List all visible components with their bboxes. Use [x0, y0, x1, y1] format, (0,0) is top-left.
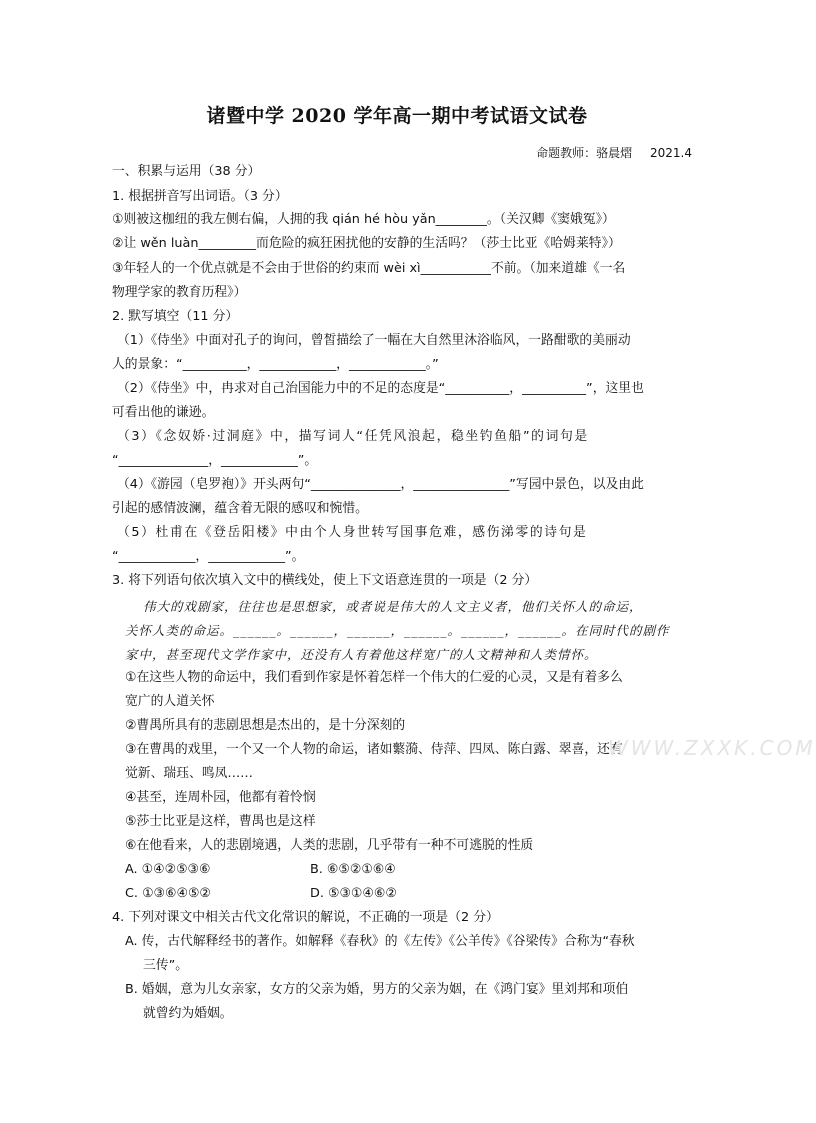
sentence-option: ④甚至，连周朴园，他都有着怜悯 [125, 790, 316, 805]
exam-meta [522, 144, 692, 161]
question-line: （1）《侍坐》中面对孔子的询问，曾皙描绘了一幅在大自然里沐浴临风，一路酣歌的美丽动 [117, 333, 631, 348]
question-line: 引起的感情波澜，蕴含着无限的感叹和惋惜。 [112, 501, 368, 516]
sentence-option: 觉新、瑞珏、鸣凤…… [125, 766, 253, 781]
question-line: “______________，____________”。 [112, 453, 318, 468]
question-line: 物理学家的教育历程》） [112, 285, 247, 300]
answer-option-b: B. ⑥⑤②①⑥④ [310, 862, 396, 877]
answer-option-c: C. ①③⑥④⑤② [125, 886, 211, 901]
passage-line: 家中，甚至现代文学作家中，还没有人有着他这样宽广的人文精神和人类情怀。 [125, 647, 598, 662]
sentence-option: 宽广的人道关怀 [125, 694, 215, 709]
question-line: （4）《游园（皂罗袍）》开头两句“______________，_______________”写园中景色，以及由此 [117, 477, 644, 492]
answer-option-a-cont: 三传”。 [143, 958, 189, 973]
question-line: ③年轻人的一个优点就是不会由于世俗的约束而 wèi xì___________不前。（加来道雄《一名 [112, 261, 626, 276]
question-stem: 3. 将下列语句依次填入文中的横线处，使上下文语意连贯的一项是（2 分） [112, 573, 538, 588]
sentence-option: ①在这些人物的命运中，我们看到作家是怀着怎样一个伟大的仁爱的心灵，又是有着多么 [125, 670, 623, 685]
answer-option-a: A. ①④②⑤③⑥ [125, 862, 211, 877]
teacher-label: 命题教师：骆晨熠 [536, 146, 633, 160]
question-line: （3）《念奴娇·过洞庭》中，描写词人“任凭风浪起，稳坐钓鱼船”的词句是 [117, 429, 589, 444]
watermark: WWW.ZXXK.COM [608, 736, 816, 760]
question-stem: 2. 默写填空（11 分） [112, 309, 239, 324]
question-line: “____________，____________”。 [112, 549, 305, 564]
question-line: 可看出他的谦逊。 [112, 405, 215, 420]
sentence-option: ⑥在他看来，人的悲剧境遇，人类的悲剧，几乎带有一种不可逃脱的性质 [125, 838, 534, 853]
question-stem: 1. 根据拼音写出词语。（3 分） [112, 189, 288, 204]
exam-date: 2021.4 [650, 146, 692, 160]
page-title: 诸暨中学 2020 学年高一期中考试语文试卷 [206, 105, 588, 127]
passage-line: 关怀人类的命运。______。______，______，______。______，______。在同时代的剧作 [125, 623, 670, 638]
passage-line: 伟大的戏剧家，往往也是思想家，或者说是伟大的人文主义者，他们关怀人的命运， [143, 599, 643, 614]
question-line: ②让 wěn luàn_________而危险的疯狂困扰他的安静的生活吗？（莎士比亚《哈姆莱特》） [112, 236, 621, 251]
question-line: 人的景象：“__________，____________，____________。” [112, 357, 439, 372]
question-line: （2）《侍坐》中，冉求对自己治国能力中的不足的态度是“__________，__________”，这里也 [117, 381, 644, 396]
question-line: （5）杜甫在《登岳阳楼》中由个人身世转写国事危难，感伤涕零的诗句是 [117, 525, 588, 540]
sentence-option: ③在曹禺的戏里，一个又一个人物的命运，诸如蘩漪、侍萍、四凤、陈白露、翠喜，还有 [125, 742, 623, 757]
answer-option-b: B. 婚姻，意为儿女亲家，女方的父亲为婚，男方的父亲为姻，在《鸿门宴》里刘邦和项伯 [125, 982, 629, 997]
answer-option-a: A. 传，古代解释经书的著作。如解释《春秋》的《左传》《公羊传》《谷梁传》合称为“春秋 [125, 934, 635, 949]
sentence-option: ⑤莎士比亚是这样，曹禺也是这样 [125, 814, 316, 829]
section-heading: 一、积累与运用（38 分） [112, 164, 261, 179]
answer-option-d: D. ⑤③①④⑥② [310, 886, 397, 901]
question-stem: 4. 下列对课文中相关古代文化常识的解说，不正确的一项是（2 分） [112, 910, 499, 925]
answer-option-b-cont: 就曾约为婚姻。 [143, 1006, 233, 1021]
question-line: ①则被这枷纽的我左侧右偏，人拥的我 qián hé hòu yǎn________。（关汉卿《窦娥冤》） [112, 212, 615, 227]
sentence-option: ②曹禺所具有的悲剧思想是杰出的，是十分深刻的 [125, 718, 406, 733]
